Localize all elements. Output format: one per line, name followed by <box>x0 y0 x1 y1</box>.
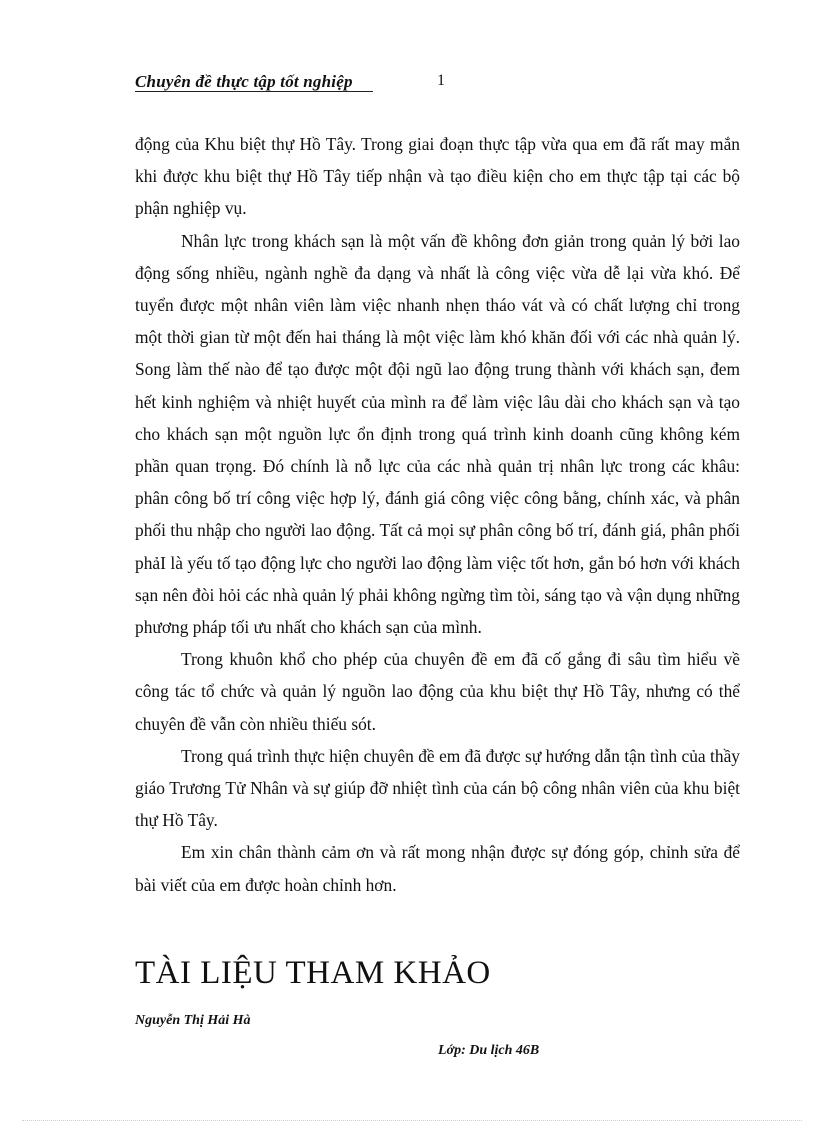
body-text <box>135 128 740 901</box>
author-class: Lớp: Du lịch 46B <box>438 1043 540 1058</box>
page-bottom-divider <box>22 1120 802 1121</box>
header-title: Chuyên đề thực tập tốt nghiệp <box>135 72 353 91</box>
paragraph-3: Trong khuôn khổ cho phép của chuyên đề em đã cố gắng đi sâu tìm hiểu về công tác tổ chức và quản lý nguồn lao động của khu biệt thự Hồ Tây, nhưng có thể chuyên đề vẫn còn nhiều thiếu sót. <box>135 649 740 734</box>
paragraph-5: Em xin chân thành cảm ơn và rất mong nhận được sự đóng góp, chỉnh sửa để bài viết của em được hoàn chỉnh hơn. <box>135 842 740 895</box>
page-header <box>135 72 695 96</box>
page-number: 1 <box>437 72 445 89</box>
author-name: Nguyễn Thị Hải Hà <box>135 1013 251 1028</box>
header-underline <box>135 91 373 92</box>
references-heading: TÀI LIỆU THAM KHẢO <box>135 955 491 991</box>
paragraph-4: Trong quá trình thực hiện chuyên đề em đã được sự hướng dẫn tận tình của thầy giáo Trương Tử Nhân và sự giúp đỡ nhiệt tình của cán bộ công nhân viên của khu biệt thự Hồ Tây. <box>135 745 740 831</box>
paragraph-1: động của Khu biệt thự Hồ Tây. Trong giai đoạn thực tập vừa qua em đã rất may mắn khi được khu biệt thự Hồ Tây tiếp nhận và tạo điều kiện cho em thực tập tại các bộ phận nghiệp vụ. <box>135 134 740 219</box>
paragraph-2: Nhân lực trong khách sạn là một vấn đề không đơn giản trong quản lý bởi lao động sống nhiều, ngành nghề đa dạng và nhất là công việc vừa dễ lại vừa khó. Để tuyển được một nhân viên làm việc nhanh nhẹn tháo vát và có chất lượng chỉ trong một thời gian từ một đến hai tháng là một việc làm khó khăn đối với các nhà quản lý. Song làm thế nào để tạo được một đội ngũ lao động trung thành với khách sạn, đem hết kinh nghiệm và nhiệt huyết của mình ra để làm việc lâu dài cho khách sạn và tạo cho khách sạn một nguồn lực ổn định trong quá trình kinh doanh cũng không kém phần quan trọng. Đó chính là nỗ lực của các nhà quản trị nhân lực trong các khâu: phân công bố trí công việc hợp lý, đánh giá công việc công bằng, chính xác, và phân phối thu nhập cho người lao động. Tất cả mọi sự phân công bố trí, đánh giá, phân phối phảI là yếu tố tạo động lực cho người lao động làm việc tốt hơn, gắn bó hơn với khách sạn nên đòi hỏi các nhà quản lý phải không ngừng tìm tòi, sáng tạo và vận dụng những phương pháp tối ưu nhất cho khách sạn của mình. <box>135 230 740 638</box>
